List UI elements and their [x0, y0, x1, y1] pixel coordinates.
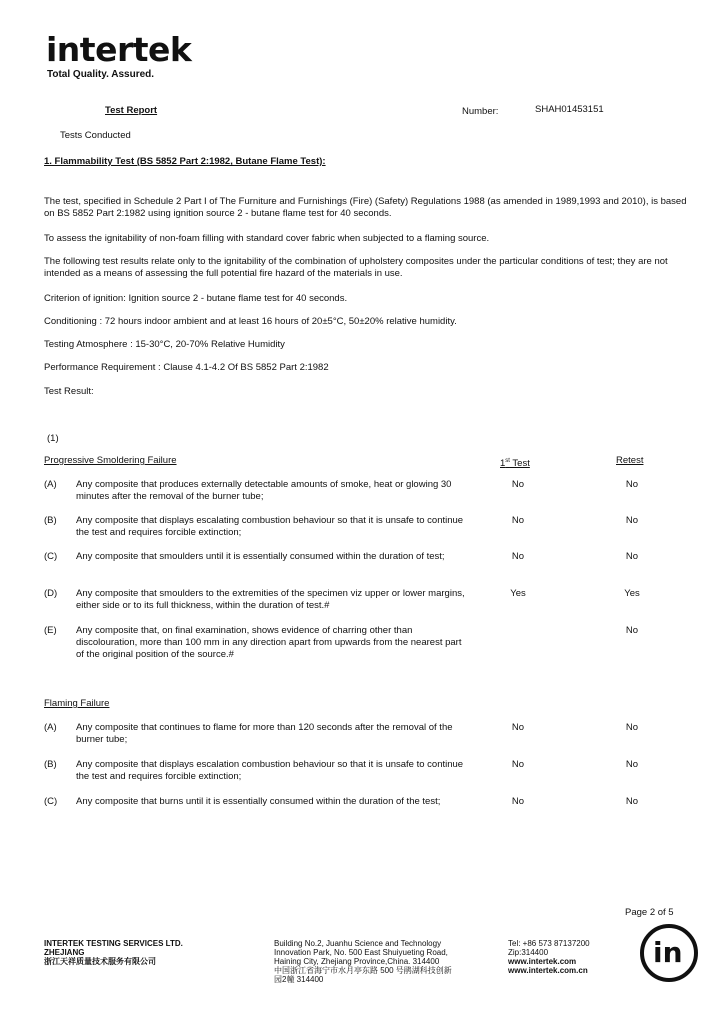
flaming-row-c-retest: No — [625, 796, 639, 807]
company-name-chinese: 浙江天祥质量技术服务有限公司 — [44, 957, 156, 966]
flaming-row-a-retest: No — [625, 722, 639, 733]
flaming-row-b-label: (B) — [44, 759, 57, 770]
number-label: Number: — [462, 106, 499, 117]
section-title: 1. Flammability Test (BS 5852 Part 2:1982, Butane Flame Test): — [44, 156, 326, 167]
telephone: Tel: +86 573 87137200 — [508, 939, 590, 948]
smoldering-row-c-label: (C) — [44, 551, 58, 562]
paragraph-regulations: The test, specified in Schedule 2 Part I of The Furniture and Furnishings (Fire) (Safety) Regulations 1988 (as amended in 1989,1993 and 2010), is based on BS 5852 Part 2:1982 using ignition source 2 - butane flame test for 40 seconds. — [44, 196, 687, 219]
company-name: INTERTEK TESTING SERVICES LTD. — [44, 939, 183, 948]
retest-header: Retest — [616, 455, 644, 466]
test-result-label: Test Result: — [44, 386, 94, 397]
smoldering-row-b-desc: Any composite that displays escalating combustion behaviour so that it is unsafe to continue the test and requires forcible extinction; — [76, 515, 464, 538]
company-region: ZHEJIANG — [44, 948, 85, 957]
report-title: Test Report — [105, 105, 158, 116]
smoldering-row-e-desc: Any composite that, on final examination, shows evidence of charring other than discolouration, more than 100 mm in any direction apart from upwards from the nearest part of the original position of the source.# — [76, 625, 462, 660]
report-number: SHAH01453151 — [535, 104, 604, 115]
smoldering-row-c-first: No — [511, 551, 525, 562]
flaming-row-b-desc: Any composite that displays escalation combustion behaviour so that it is unsafe to continue the test and requires forcible extinction; — [76, 759, 464, 782]
tagline: Total Quality. Assured. — [47, 69, 155, 80]
flaming-row-a-first: No — [511, 722, 525, 733]
flaming-row-c-label: (C) — [44, 796, 58, 807]
website-cn-link[interactable]: www.intertek.com.cn — [508, 966, 588, 975]
first-test-header: 1st Test — [500, 458, 530, 470]
paragraph-disclaimer: The following test results relate only to the ignitability of the combination of upholstery composites under the particular conditions of test; they are not intended as a means of assessing the full potential fire hazard of the materials in use. — [44, 256, 668, 279]
smoldering-row-d-desc: Any composite that smoulders to the extremities of the specimen viz upper or lower margins, either side or to its full thickness, within the duration of test.# — [76, 588, 465, 611]
intertek-badge-icon — [640, 924, 698, 982]
smoldering-row-a-first: No — [511, 479, 525, 490]
address-block — [274, 939, 452, 984]
paragraph-atmosphere: Testing Atmosphere : 15-30°C, 20-70% Relative Humidity — [44, 339, 285, 350]
paragraph-conditioning: Conditioning : 72 hours indoor ambient and at least 16 hours of 20±5°C, 50±20% relative humidity. — [44, 316, 457, 327]
flaming-row-b-retest: No — [625, 759, 639, 770]
smoldering-row-c-desc: Any composite that smoulders until it is essentially consumed within the duration of test; — [76, 551, 445, 562]
website-link[interactable]: www.intertek.com — [508, 957, 577, 966]
smoldering-row-c-retest: No — [625, 551, 639, 562]
result-index: (1) — [47, 433, 59, 444]
smoldering-heading: Progressive Smoldering Failure — [44, 455, 177, 466]
zip-code: Zip:314400 — [508, 948, 549, 957]
smoldering-row-a-desc: Any composite that produces externally detectable amounts of smoke, heat or glowing 30 minutes after the removal of the burner tube; — [76, 479, 452, 502]
flaming-row-a-desc: Any composite that continues to flame for more than 120 seconds after the removal of the burner tube; — [76, 722, 453, 745]
address-line-4: 中国浙江省海宁市水月亭东路 500 号鹃湖科技创新 — [274, 966, 452, 975]
smoldering-row-d-first: Yes — [510, 588, 526, 599]
tests-conducted: Tests Conducted — [60, 130, 131, 141]
intertek-logo: intertek — [46, 30, 192, 69]
smoldering-row-d-retest: Yes — [624, 588, 640, 599]
address-line-5: 园2幢 314400 — [274, 975, 324, 984]
flaming-row-c-desc: Any composite that burns until it is essentially consumed within the duration of the test; — [76, 796, 441, 807]
paragraph-requirement: Performance Requirement : Clause 4.1-4.2 Of BS 5852 Part 2:1982 — [44, 362, 329, 373]
smoldering-row-a-retest: No — [625, 479, 639, 490]
address-line-1: Building No.2, Juanhu Science and Technology — [274, 939, 442, 948]
smoldering-row-b-retest: No — [625, 515, 639, 526]
smoldering-row-b-label: (B) — [44, 515, 57, 526]
smoldering-row-a-label: (A) — [44, 479, 57, 490]
contact-block — [508, 939, 590, 975]
flaming-row-a-label: (A) — [44, 722, 57, 733]
paragraph-criterion: Criterion of ignition: Ignition source 2 - butane flame test for 40 seconds. — [44, 293, 348, 304]
paragraph-purpose: To assess the ignitability of non-foam filling with standard cover fabric when subjected to a flaming source. — [44, 233, 490, 244]
company-block — [44, 939, 183, 966]
smoldering-row-e-retest: No — [625, 625, 639, 636]
smoldering-row-e-label: (E) — [44, 625, 57, 636]
smoldering-row-b-first: No — [511, 515, 525, 526]
page-number: Page 2 of 5 — [625, 907, 674, 918]
badge-letters: in — [653, 936, 683, 969]
address-line-2: Innovation Park, No. 500 East Shuiyueting Road, — [274, 948, 448, 957]
smoldering-row-d-label: (D) — [44, 588, 58, 599]
flaming-row-b-first: No — [511, 759, 525, 770]
address-line-3: Haining City, Zhejiang Province,China. 314400 — [274, 957, 440, 966]
flaming-row-c-first: No — [511, 796, 525, 807]
flaming-heading: Flaming Failure — [44, 698, 110, 709]
